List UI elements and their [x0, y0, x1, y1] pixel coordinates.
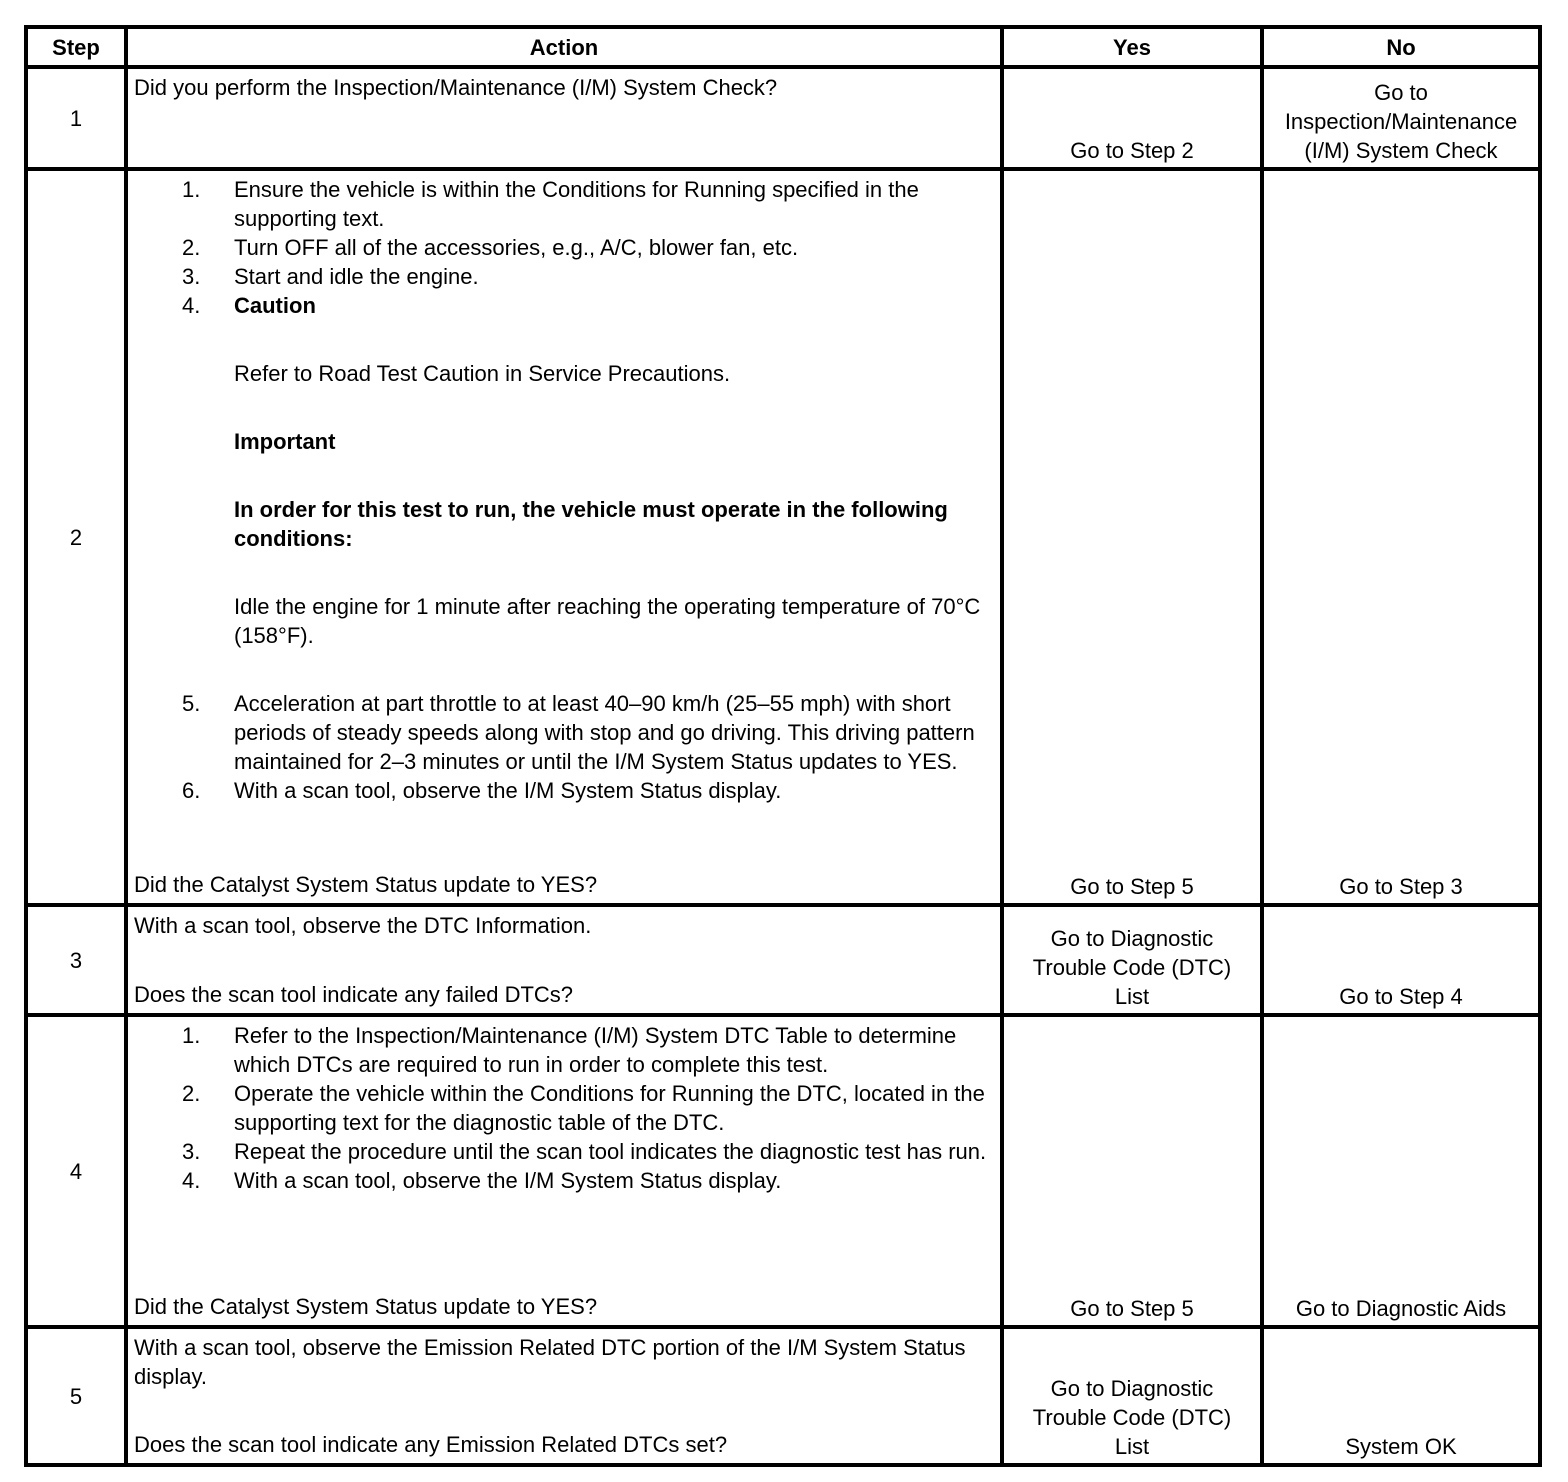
no-cell: Go to Step 4 [1262, 905, 1540, 1015]
question-text: Did the Catalyst System Status update to YES? [134, 1294, 598, 1319]
header-step: Step [26, 27, 126, 67]
question-text: Does the scan tool indicate any Emission Related DTCs set? [134, 1432, 728, 1457]
step-number: 1 [26, 67, 126, 169]
no-cell: System OK [1262, 1327, 1540, 1465]
important-text: In order for this test to run, the vehicle must operate in the following conditions: [234, 497, 948, 551]
yes-cell: Go to Diagnostic Trouble Code (DTC) List [1002, 905, 1262, 1015]
header-yes: Yes [1002, 27, 1262, 67]
table-row-step-3 [26, 905, 1540, 1015]
list-item: 3. Start and idle the engine. [182, 264, 479, 289]
procedure-list [134, 175, 990, 805]
diagnostic-table [24, 25, 1542, 1467]
question-text: Does the scan tool indicate any failed DTCs? [134, 982, 574, 1007]
procedure-list [134, 1021, 990, 1195]
table-row-step-4 [26, 1015, 1540, 1327]
caution-text: Refer to Road Test Caution in Service Precautions. [234, 361, 731, 386]
list-item: 5. Acceleration at part throttle to at least 40–90 km/h (25–55 mph) with short periods of steady speeds along with stop and go driving. This driving pattern maintained for 2–3 minutes or until the I/M System Status updates to YES. [182, 691, 975, 774]
header-row [26, 27, 1540, 67]
question-text: Did you perform the Inspection/Maintenance (I/M) System Check? [134, 75, 778, 100]
list-item: 2. Turn OFF all of the accessories, e.g., A/C, blower fan, etc. [182, 235, 799, 260]
intro-text: With a scan tool, observe the DTC Information. [134, 913, 592, 938]
action-cell [126, 67, 1002, 169]
action-cell [126, 169, 1002, 905]
step-number: 5 [26, 1327, 126, 1465]
condition-text: Idle the engine for 1 minute after reaching the operating temperature of 70°C (158°F). [234, 594, 981, 648]
header-action: Action [126, 27, 1002, 67]
step-number: 2 [26, 169, 126, 905]
intro-text: With a scan tool, observe the Emission Related DTC portion of the I/M System Status display. [134, 1335, 966, 1389]
yes-cell: Go to Step 2 [1002, 67, 1262, 169]
question-text: Did the Catalyst System Status update to YES? [134, 872, 598, 897]
yes-cell: Go to Step 5 [1002, 169, 1262, 905]
yes-cell: Go to Diagnostic Trouble Code (DTC) List [1002, 1327, 1262, 1465]
important-heading: Important [234, 429, 336, 454]
table-row-step-2 [26, 169, 1540, 905]
table-row-step-1 [26, 67, 1540, 169]
no-cell: Go to Step 3 [1262, 169, 1540, 905]
table-row-step-5 [26, 1327, 1540, 1465]
step-number: 3 [26, 905, 126, 1015]
step-number: 4 [26, 1015, 126, 1327]
yes-cell: Go to Step 5 [1002, 1015, 1262, 1327]
caution-heading: Caution [234, 293, 316, 318]
no-cell: Go to Inspection/Maintenance (I/M) System Check [1262, 67, 1540, 169]
action-cell [126, 1015, 1002, 1327]
action-cell [126, 1327, 1002, 1465]
list-item: 1. Refer to the Inspection/Maintenance (I/M) System DTC Table to determine which DTCs are required to run in order to complete this test. [182, 1023, 957, 1077]
list-item: 6. With a scan tool, observe the I/M System Status display. [182, 778, 782, 803]
no-cell: Go to Diagnostic Aids [1262, 1015, 1540, 1327]
list-item: 4. Caution Refer to Road Test Caution in Service Precautions. Important In order for this test to run, the vehicle must operate in the following conditions: Idle the engine for 1 minute after reaching the operating temperature of 70°C (158°F). [134, 291, 990, 689]
header-no: No [1262, 27, 1540, 67]
action-cell [126, 905, 1002, 1015]
list-item: 2. Operate the vehicle within the Conditions for Running the DTC, located in the supporting text for the diagnostic table of the DTC. [182, 1081, 985, 1135]
list-item: 1. Ensure the vehicle is within the Conditions for Running specified in the supporting text. [182, 177, 919, 231]
list-item: 3. Repeat the procedure until the scan tool indicates the diagnostic test has run. [182, 1139, 987, 1164]
list-item: 4. With a scan tool, observe the I/M System Status display. [182, 1168, 782, 1193]
